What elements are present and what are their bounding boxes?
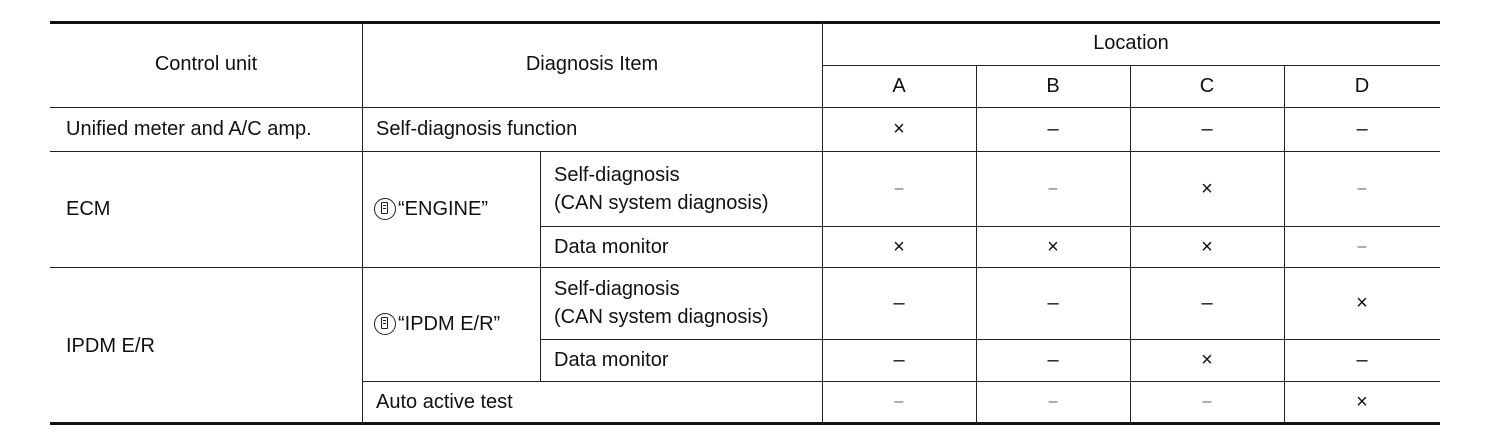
- header-location-b: B: [1046, 75, 1060, 97]
- control-unit-ecm: ECM: [66, 198, 111, 220]
- mark-cell: ×: [1201, 177, 1213, 200]
- mark-cell: –: [1047, 118, 1059, 140]
- mark-cell: ×: [1047, 235, 1059, 258]
- mark-cell: ×: [1356, 390, 1368, 413]
- consult-mode-engine: [362, 151, 540, 267]
- consult-icon: [374, 313, 396, 335]
- mark-cell: ×: [893, 118, 905, 140]
- header-location: Location: [1093, 32, 1169, 54]
- diagnosis-item-self-diagnosis: [540, 151, 822, 226]
- consult-mode-label: “ENGINE”: [398, 198, 488, 220]
- mark-cell: –: [1357, 179, 1367, 197]
- diagnosis-item-line: (CAN system diagnosis): [554, 191, 769, 214]
- mark-cell: –: [1047, 292, 1059, 314]
- diagnosis-item-data-monitor: Data monitor: [554, 349, 669, 371]
- mark-cell: –: [1201, 292, 1213, 314]
- mark-cell: ×: [1201, 235, 1213, 258]
- mark-cell: –: [893, 349, 905, 371]
- mark-cell: ×: [1201, 349, 1213, 371]
- consult-icon: [374, 198, 396, 220]
- diagnosis-item: Self-diagnosis function: [376, 118, 578, 140]
- header-control-unit: Control unit: [154, 53, 258, 75]
- header-diagnosis-item: Diagnosis Item: [525, 53, 659, 75]
- mark-cell: ×: [1356, 292, 1368, 314]
- mark-cell: –: [1356, 118, 1368, 140]
- consult-mode-ipdm-er: [362, 267, 540, 381]
- mark-cell: –: [1048, 179, 1058, 197]
- header-location-d: D: [1354, 75, 1370, 97]
- consult-mode-label: “IPDM E/R”: [398, 313, 501, 335]
- diagnosis-item-self-diagnosis: [540, 267, 822, 339]
- mark-cell: ×: [893, 235, 905, 258]
- mark-cell: –: [1047, 349, 1059, 371]
- header-location-a: A: [892, 75, 906, 97]
- header-location-c: C: [1199, 75, 1215, 97]
- mark-cell: –: [1356, 349, 1368, 371]
- mark-cell: –: [1202, 392, 1212, 410]
- diagnosis-location-table: [50, 21, 1440, 424]
- diagnosis-item-line: Self-diagnosis: [554, 163, 680, 186]
- control-unit-unified-meter: Unified meter and A/C amp.: [66, 118, 312, 140]
- diagnosis-item-line: (CAN system diagnosis): [554, 306, 769, 328]
- mark-cell: –: [1201, 118, 1213, 140]
- mark-cell: –: [894, 392, 904, 410]
- mark-cell: –: [1357, 237, 1367, 255]
- diagnosis-item-data-monitor: Data monitor: [554, 235, 669, 258]
- diagnosis-item-auto-active-test: Auto active test: [376, 390, 513, 413]
- mark-cell: –: [1048, 392, 1058, 410]
- mark-cell: –: [894, 179, 904, 197]
- control-unit-ipdm-er: IPDM E/R: [66, 334, 155, 357]
- mark-cell: –: [893, 292, 905, 314]
- diagnosis-item-line: Self-diagnosis: [554, 278, 680, 300]
